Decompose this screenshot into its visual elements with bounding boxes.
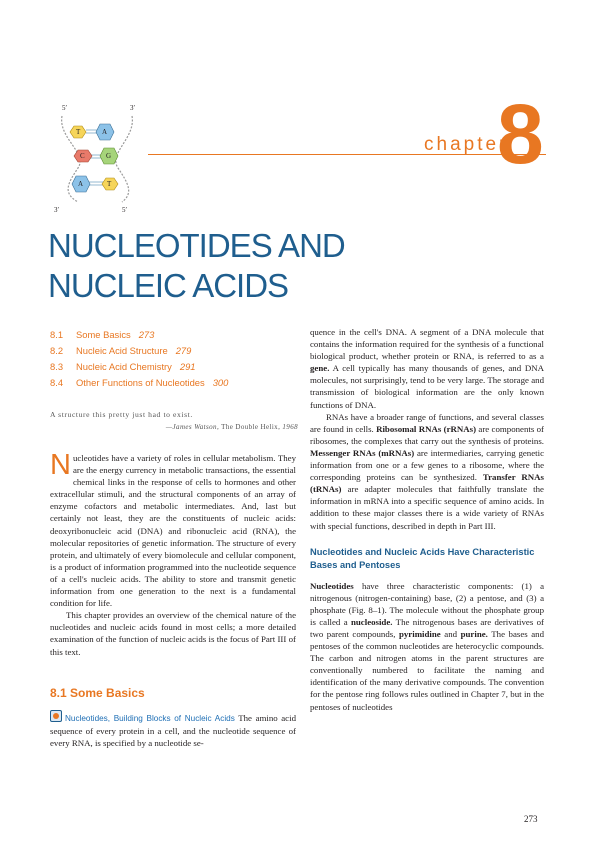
body-text: quence in the cell's DNA. A segment of a DNA molecule that contains the information required for the synthesis of a functional biological product, whether protein or RNA, is referred to as a xyxy=(310,327,544,362)
body-text: The nitrogenous bases are derivatives of two parent compounds, xyxy=(310,616,545,639)
base-label: A xyxy=(78,180,84,188)
toc-item[interactable] xyxy=(50,343,300,359)
epigraph-author: —James Watson, xyxy=(165,423,220,431)
base-label: C xyxy=(80,152,85,160)
key-term: purine. xyxy=(460,628,488,639)
base-label: T xyxy=(76,128,81,136)
animation-icon xyxy=(50,710,62,722)
key-term: gene. xyxy=(310,363,330,374)
toc-label: Other Functions of Nucleotides xyxy=(76,377,205,388)
base-label: T xyxy=(107,180,112,188)
key-term: Ribosomal RNAs (rRNAs) xyxy=(376,423,477,434)
body-text: and xyxy=(440,628,461,639)
dna-double-helix-illustration xyxy=(48,98,146,218)
key-term: Transfer RNAs (tRNAs) xyxy=(310,472,544,495)
drop-cap: N xyxy=(50,449,71,481)
key-term: pyrimidine xyxy=(398,628,441,639)
toc-page: 300 xyxy=(212,377,229,388)
toc-label: Nucleic Acid Structure xyxy=(76,345,168,356)
epigraph-year: 1968 xyxy=(282,423,298,431)
key-term: nucleoside. xyxy=(350,616,393,627)
base-label: G xyxy=(106,152,112,160)
body-text: A cell typically has many thousands of genes, and DNA molecules, not surprisingly, tend to be very large. The storage and transmission of biological information are the only known functions of DNA. xyxy=(310,363,544,410)
dna-strands-icon xyxy=(48,98,146,218)
key-term: Messenger RNAs (mRNAs) xyxy=(310,447,415,458)
epigraph-source xyxy=(50,423,298,431)
section-column xyxy=(50,710,296,749)
epigraph-work: The Double Helix, xyxy=(221,423,281,431)
table-of-contents xyxy=(50,327,300,391)
toc-number: 8.2 xyxy=(50,345,64,356)
body-text: RNAs have a broader range of functions, and several classes are found in cells. xyxy=(310,411,544,434)
toc-label: Some Basics xyxy=(76,329,131,340)
subsection-heading: Nucleotides and Nucleic Acids Have Characteristic Bases and Pentoses xyxy=(310,546,535,570)
intro-column xyxy=(50,449,296,658)
intro-paragraph: This chapter provides an overview of the chemical nature of the nucleotides and nucleic acids found in most cells; a more detailed examination of the function of nucleic acids is the focus of Part III of this text. xyxy=(50,610,296,657)
strand-label: 3′ xyxy=(130,104,136,112)
strand-label: 5′ xyxy=(122,206,128,214)
toc-number: 8.3 xyxy=(50,361,64,372)
toc-item[interactable] xyxy=(50,359,300,375)
epigraph xyxy=(50,410,298,431)
chapter-title-line: NUCLEIC ACIDS xyxy=(48,267,289,304)
right-column xyxy=(310,326,544,713)
toc-number: 8.1 xyxy=(50,329,64,340)
body-text: The bases and pentoses of the common nucleotides are heterocyclic compounds. The carbon and nitrogen atoms in the parent structures are conventionally numbered to facilitate the naming and identification of the many derivative compounds. The convention for the pentose ring follows rules outlined in Chapter 7, but in the pentoses of nucleotides xyxy=(310,628,544,712)
body-text: are components of ribosomes, the complexes that carry out the synthesis of proteins. xyxy=(310,423,544,446)
chapter-title xyxy=(48,226,345,306)
media-link[interactable] xyxy=(50,713,235,723)
toc-label: Nucleic Acid Chemistry xyxy=(76,361,172,372)
epigraph-quote: A structure this pretty just had to exist. xyxy=(50,410,193,419)
toc-item[interactable] xyxy=(50,327,300,343)
toc-page: 273 xyxy=(138,329,155,340)
section-heading: 8.1 Some Basics xyxy=(50,686,145,700)
toc-page: 291 xyxy=(179,361,196,372)
strand-label: 3′ xyxy=(54,206,60,214)
intro-paragraph: ucleotides have a variety of roles in cellular metabolism. They are the energy currency in metabolic transactions, the essential chemical links in the response of cells to hormones and other extracellular stimuli, and the structural components of an array of enzyme cofactors and metabolic intermediates. And, last but certainly not least, they are the constituents of nucleic acids: deoxyribonucleic acid (DNA) and ribonucleic acid (RNA), the molecular repositories of genetic information. The structure of every protein, and ultimately of every biomolecule and cellular component, is a product of information programmed into the nucleotide sequence of a cell's nucleic acids. The ability to store and transmit genetic information from one generation to the next is a fundamental condition for life. xyxy=(50,453,296,609)
body-text: have three characteristic components: (1) a nitrogenous (nitrogen-containing) base, (2) a pentose, and (3) a phosphate (Fig. 8–1). The molecule without the phosphate group is called a xyxy=(310,580,544,627)
chapter-label: chapter xyxy=(424,134,509,155)
chapter-title-line: NUCLEOTIDES AND xyxy=(48,227,345,264)
page-number: 273 xyxy=(524,814,538,824)
toc-item[interactable] xyxy=(50,375,300,391)
chapter-number: 8 xyxy=(497,87,544,181)
media-link-text: Nucleotides, Building Blocks of Nucleic Acids xyxy=(65,714,235,723)
body-text: are intermediaries, carrying genetic information from one or a few genes to a ribosome, where the corresponding proteins can be synthesized. xyxy=(310,447,544,483)
section-paragraph: The amino acid sequence of every protein in a cell, and the nucleotide sequence of every RNA, is specified by a nucleotide se- xyxy=(50,713,296,749)
toc-number: 8.4 xyxy=(50,377,64,388)
body-text: are adapter molecules that faithfully translate the information in mRNA into a specific sequence of amino acids. In addition to these major classes there is a wide variety of RNAs with special functions, described in depth in Part III. xyxy=(310,484,544,531)
key-term: Nucleotides xyxy=(310,580,354,591)
toc-page: 279 xyxy=(175,345,192,356)
base-label: A xyxy=(102,128,108,136)
strand-label: 5′ xyxy=(62,104,68,112)
